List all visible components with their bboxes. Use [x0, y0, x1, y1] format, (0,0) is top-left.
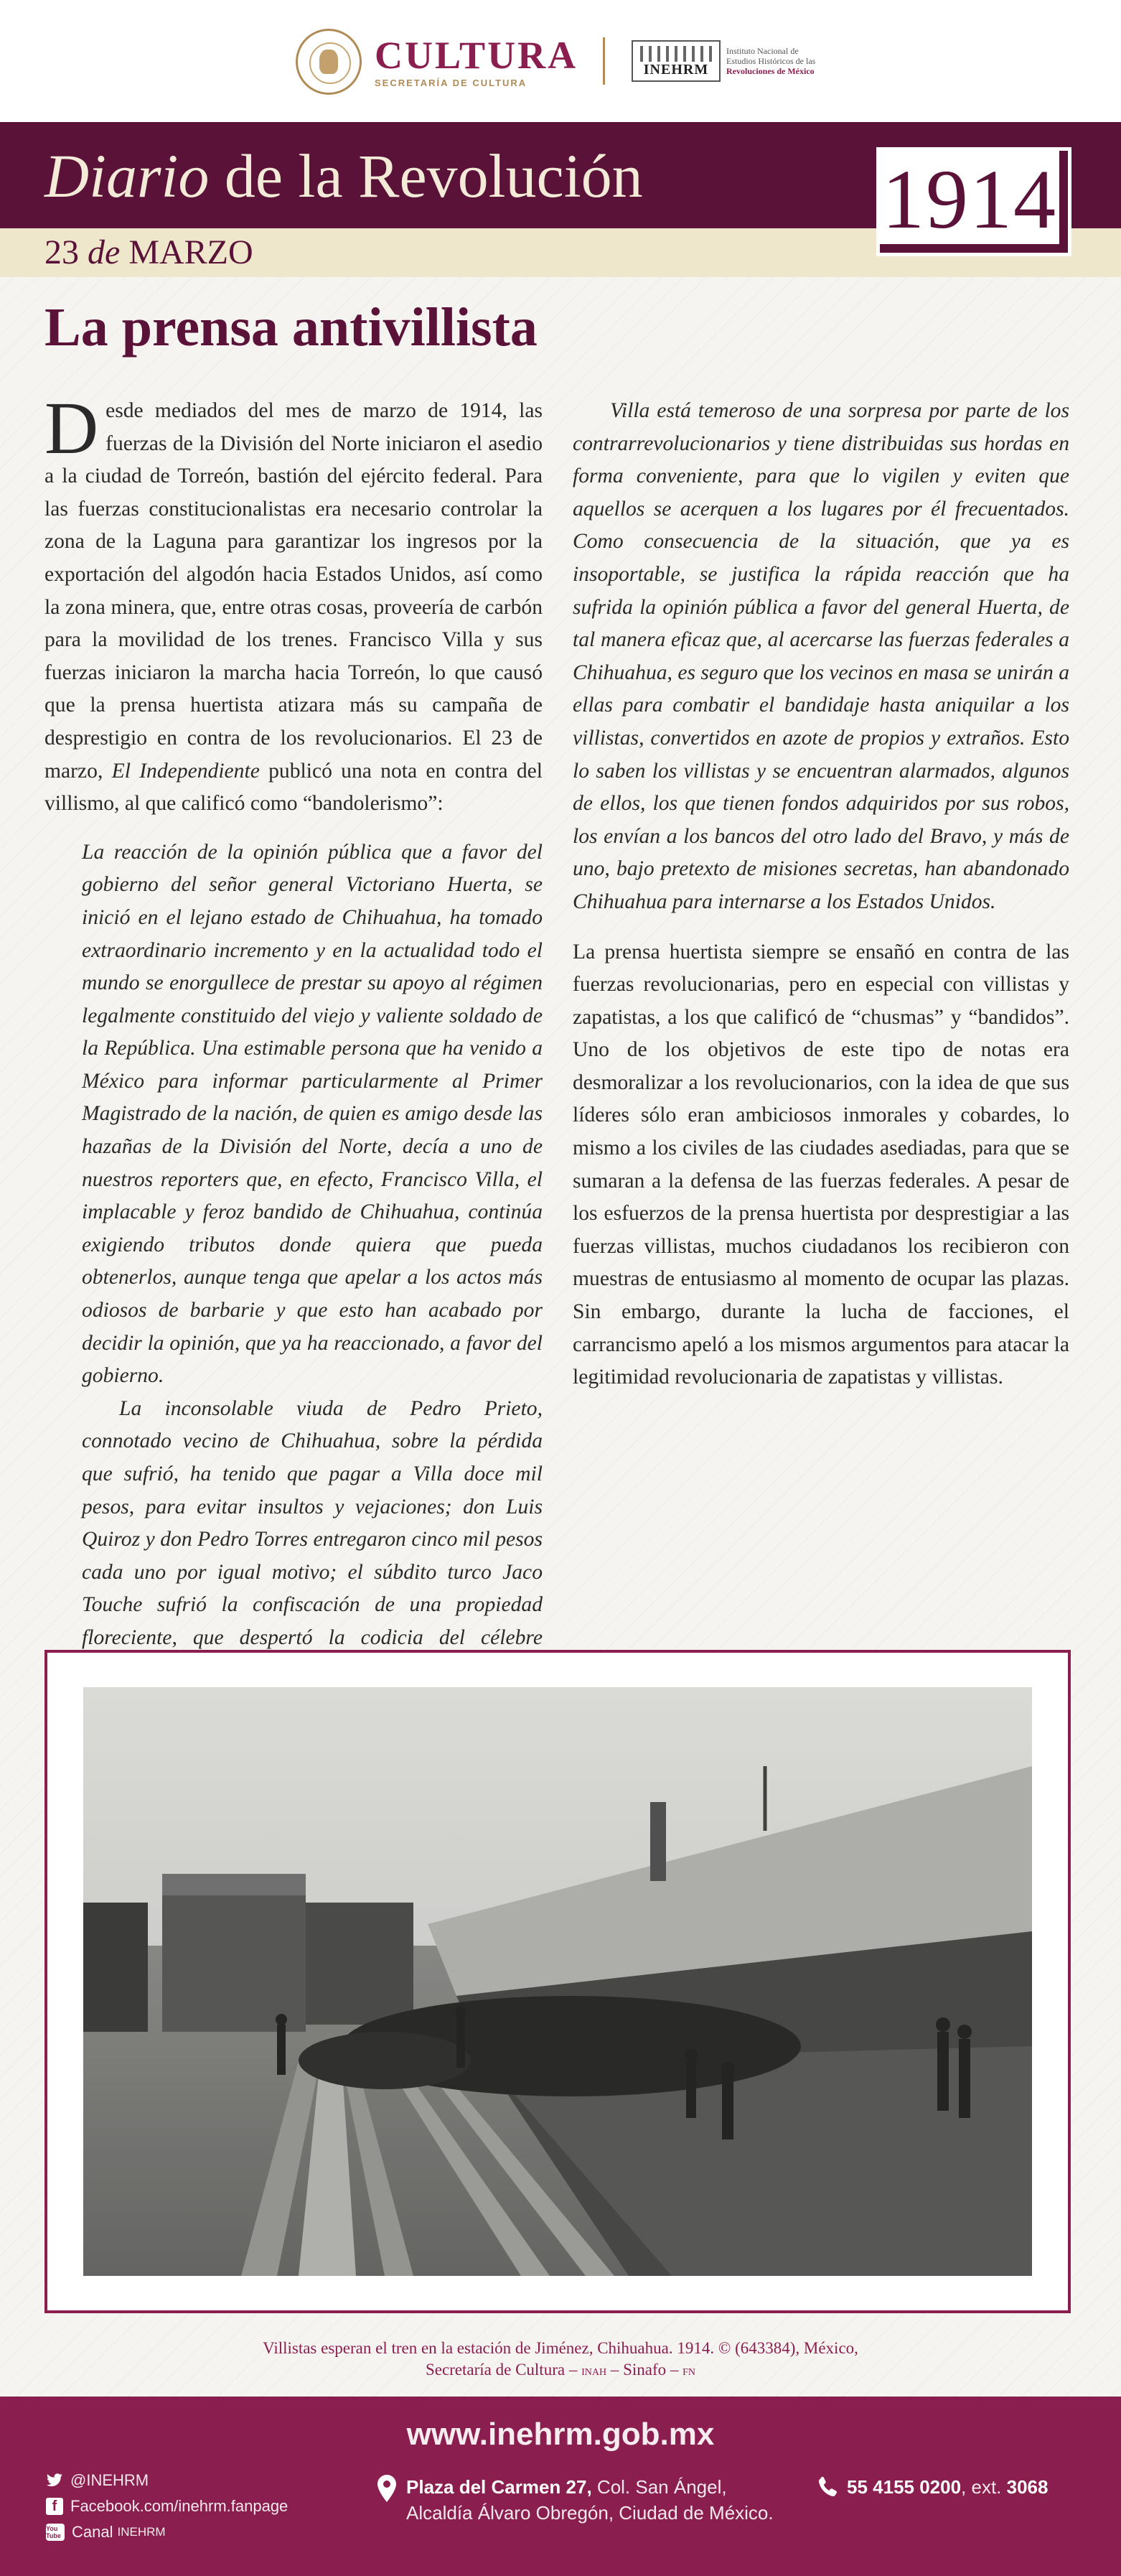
phone-main: 55 4155 0200	[847, 2476, 962, 2498]
caption-text: – Sinafo –	[606, 2361, 683, 2379]
facebook-url: Facebook.com/inehrm.fanpage	[70, 2497, 289, 2515]
date-de: de	[79, 233, 129, 271]
quote-paragraph	[573, 395, 1069, 919]
quote-paragraph: La reacción de la opinión pública que a favor del gobierno del señor general Victoriano Huerta, se inició en el lejano estado de Chihuahua, ha tomado extraordinario incremento y en la actualidad todo el mundo se enorgullece de prestar su apoyo al régimen legalmente constituido del viejo y valiente soldado de la República. Una estimable persona que ha venido a México para informar particularmente al Primer Magistrado de la nación, de quien es amigo desde las hazañas de la División del Norte, decía a uno de nuestros reporters que, en efecto, Francisco Villa, el implacable y feroz bandido de Chihuahua, continúa exigiendo tributos donde quiera que pueda obtenerlos, aunque tenga que apelar a los actos más odiosos de barbarie y que esto han acabado por decidir la opinión, que ya ha reaccionado, a favor del gobierno.	[82, 840, 543, 1388]
historic-photo[interactable]	[83, 1687, 1032, 2276]
facebook-icon: f	[46, 2498, 63, 2515]
phone-icon	[817, 2475, 838, 2498]
year-text: 1914	[882, 152, 1057, 246]
footer	[0, 2397, 1121, 2576]
inehrm-wordmark: INEHRM	[643, 62, 709, 78]
address-city: Alcaldía Álvaro Obregón, Ciudad de México.	[406, 2502, 774, 2524]
caption-line: Villistas esperan el tren en la estación de Jiménez, Chihuahua. 1914. © (643384), México,	[263, 2339, 858, 2357]
website-link[interactable]: www.inehrm.gob.mx	[406, 2417, 715, 2452]
series-title-rest: de la Revolución	[209, 141, 643, 210]
phone-number[interactable]	[847, 2474, 1048, 2500]
address-street: Plaza del Carmen 27,	[406, 2476, 592, 2498]
caption-text: fn	[683, 2363, 696, 2379]
date-month: MARZO	[128, 233, 253, 271]
paragraph-text: esde mediados del mes de marzo de 1914, las fuerzas de la División del Norte iniciaron el asedio a la ciudad de Torreón, bastión del ejército federal. Para las fuerzas constitucionalistas era necesario controlar la zona de la Laguna para garantizar los ingresos por la exportación del algodón hacia Estados Unidos, así como la zona minera, que, entre otras cosas, proveería de carbón para la movilidad de los trenes. Francisco Villa y sus fuerzas iniciaron la marcha hacia Torreón, lo que causó que la prensa huertista atizara más su campaña de desprestigio en contra de los revolucionarios. El 23 de marzo,	[44, 399, 543, 783]
phone-ext-label: , ext.	[961, 2476, 1007, 2498]
paragraph-closing: La prensa huertista siempre se ensañó en contra de las fuerzas revolucionarias, pero en especial con villistas y zapatistas, a los que calificó de “chusmas” y “bandidos”. Uno de los objetivos de este tipo de notas era desmoralizar a los revolucionarios, con la idea de que sus líderes sólo eran ambiciosos inmorales y cobardes, lo mismo a los civiles de las ciudades asediadas, para que se sumaran a la defensa de las fuerzas federales. A pesar de los esfuerzos de la prensa huertista por desprestigiar a las fuerzas villistas, muchos ciudadanos los recibieron con muestras de entusiasmo al momento de ocupar las plazas. Sin embargo, durante la lucha de facciones, el carrancismo apeló a los mismos argumentos para atacar la legitimidad revolucionaria de zapatistas y villistas.	[573, 940, 1069, 1389]
drop-cap: D	[44, 387, 99, 470]
date-day: 23	[44, 233, 79, 271]
article-headline: La prensa antivillista	[44, 297, 538, 358]
cultura-wordmark: CULTURA	[375, 33, 578, 77]
article-date	[44, 231, 253, 274]
train-station-photo-illustration	[83, 1687, 1032, 2276]
cultura-logo[interactable]	[296, 29, 578, 95]
article-column-left	[44, 387, 543, 1819]
photo-frame	[44, 1650, 1071, 2313]
facebook-link[interactable]	[46, 2497, 288, 2516]
caption-text: Secretaría de Cultura –	[425, 2361, 582, 2379]
youtube-icon: You Tube	[46, 2524, 65, 2541]
twitter-icon	[46, 2472, 63, 2489]
top-logo-bar	[0, 0, 1121, 122]
inehrm-building-icon	[632, 40, 721, 82]
address-colonia: Col. San Ángel,	[591, 2476, 727, 2498]
logo-divider	[603, 37, 605, 85]
youtube-prefix: Canal	[72, 2523, 113, 2541]
article-column-right	[573, 395, 1069, 1394]
caption-text: inah	[581, 2363, 607, 2379]
inehrm-desc-line: Revoluciones de México	[726, 66, 815, 76]
paragraph-intro	[44, 387, 543, 821]
address	[406, 2474, 774, 2526]
cultura-seal-icon	[296, 29, 362, 95]
inehrm-logo[interactable]	[632, 40, 815, 82]
location-pin-icon	[376, 2474, 398, 2503]
inehrm-desc-line: Estudios Históricos de las	[726, 56, 816, 66]
newspaper-name: El Independiente	[111, 759, 260, 783]
quote-paragraph: La inconsolable viuda de Pedro Prieto, connotado vecino de Chihuahua, sobre la pérdida que sufrió, ha tenido que pagar a Villa doce mil pesos, para evitar insultos y vejaciones; don Luis Quiroz y don Pedro Torres entregaron cinco mil pesos cada uno por igual motivo; el súbdito turco Jaco Touche sufrió la confiscación de una propiedad floreciente, que despertó la codicia del célebre	[82, 1396, 543, 1649]
twitter-handle: @INEHRM	[70, 2471, 149, 2489]
inehrm-desc-line: Instituto Nacional de	[726, 46, 799, 56]
year-badge	[880, 151, 1068, 253]
youtube-link[interactable]	[46, 2523, 166, 2542]
photo-caption	[144, 2338, 977, 2381]
series-title-italic: Diario	[44, 141, 210, 210]
twitter-link[interactable]	[46, 2471, 149, 2490]
cultura-subtitle: SECRETARÍA DE CULTURA	[375, 77, 527, 88]
quote-text: Villa está temeroso de una sorpresa por parte de los contrarrevolucionarios y tiene distribuidas sus hordas en forma conveniente, para que lo vigilen y eviten que aquellos se acerquen a los lugares por él frecuentados. Como consecuencia de la situación, que ya es insoportable, se justifica la rápida reacción que ha sufrida la opinión pública a favor del general Huerta, de tal manera eficaz que, al acercarse las fuerzas federales a Chihuahua, es seguro que los vecinos en masa se unirán a ellas para combatir el bandidaje hasta aniquilar a los villistas, convertidos en azote de propios y extraños. Esto lo saben los villistas y se encuentran alarmados, algunos de ellos, los que tienen fondos adquiridos por sus robos, los envían a los bancos del otro lado del Bravo, y más de uno, bajo pretexto de misiones secretas, han abandonado Chihuahua para internarse a los Estados Unidos.	[573, 399, 1069, 913]
series-title	[44, 140, 643, 212]
caption-line	[144, 2359, 977, 2381]
youtube-channel: INEHRM	[117, 2525, 166, 2539]
inehrm-description	[726, 46, 815, 76]
phone-ext: 3068	[1006, 2476, 1049, 2498]
paragraph-text: publicó una nota en contra del villismo, al que calificó como “bandolerismo”:	[44, 759, 543, 816]
